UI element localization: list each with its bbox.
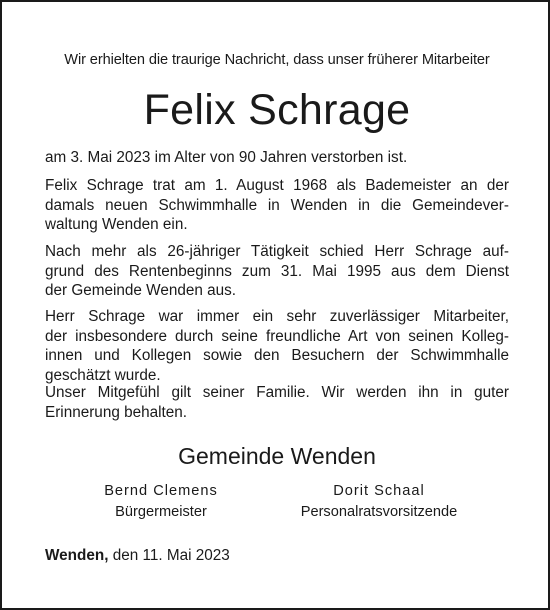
- paragraph-line: der insbesondere durch seine freundliche Art von seinen Kolleg-: [45, 327, 509, 345]
- place-name: Wenden,: [45, 547, 109, 564]
- paragraph-line: Felix Schrage trat am 1. August 1968 als Bademeister an der: [45, 177, 509, 194]
- deceased-name: Felix Schrage: [143, 86, 411, 134]
- signatory-staff-council: [289, 481, 469, 523]
- paragraph-line: damals neuen Schwimmhalle in Wenden in die Gemeindever-: [45, 196, 509, 214]
- signatory-name: Dorit Schaal: [333, 483, 425, 499]
- paragraph-line: geschätzt wurde.: [45, 366, 161, 384]
- paragraph-line: Herr Schrage war immer ein sehr zuverlässiger Mitarbeiter,: [45, 308, 509, 325]
- paragraph-line: innen und Kollegen sowie den Besuchern der Schwimmhalle: [45, 347, 509, 364]
- intro-text: Wir erhielten die traurige Nachricht, dass unser früherer Mitarbeiter: [64, 52, 490, 68]
- paragraph-line: Unser Mitgefühl gilt seiner Familie. Wir werden ihn in guter: [45, 384, 509, 401]
- signatory-role: Bürgermeister: [115, 504, 207, 520]
- paragraph-line: Erinnerung behalten.: [45, 403, 188, 421]
- death-statement: am 3. Mai 2023 im Alter von 90 Jahren verstorben ist.: [45, 149, 408, 166]
- paragraph-line: der Gemeinde Wenden aus.: [45, 282, 237, 299]
- place-date: [45, 547, 230, 565]
- signatory-mayor: [71, 481, 251, 523]
- paragraph-condolence: [45, 383, 509, 422]
- paragraph-line: grund des Rentenbeginns zum 31. Mai 1995 aus dem Dienst: [45, 262, 509, 280]
- paragraph-line: waltung Wenden ein.: [45, 216, 188, 233]
- paragraph-line: Nach mehr als 26-jähriger Tätigkeit schied Herr Schrage auf-: [45, 243, 509, 260]
- paragraph-retirement: [45, 242, 509, 301]
- paragraph-employment: [45, 176, 509, 235]
- organization-name: Gemeinde Wenden: [178, 443, 376, 469]
- paragraph-tribute: [45, 307, 509, 385]
- signatory-name: Bernd Clemens: [104, 483, 218, 499]
- signatory-role: Personalratsvorsitzende: [300, 504, 458, 520]
- notice-date: den 11. Mai 2023: [112, 547, 230, 564]
